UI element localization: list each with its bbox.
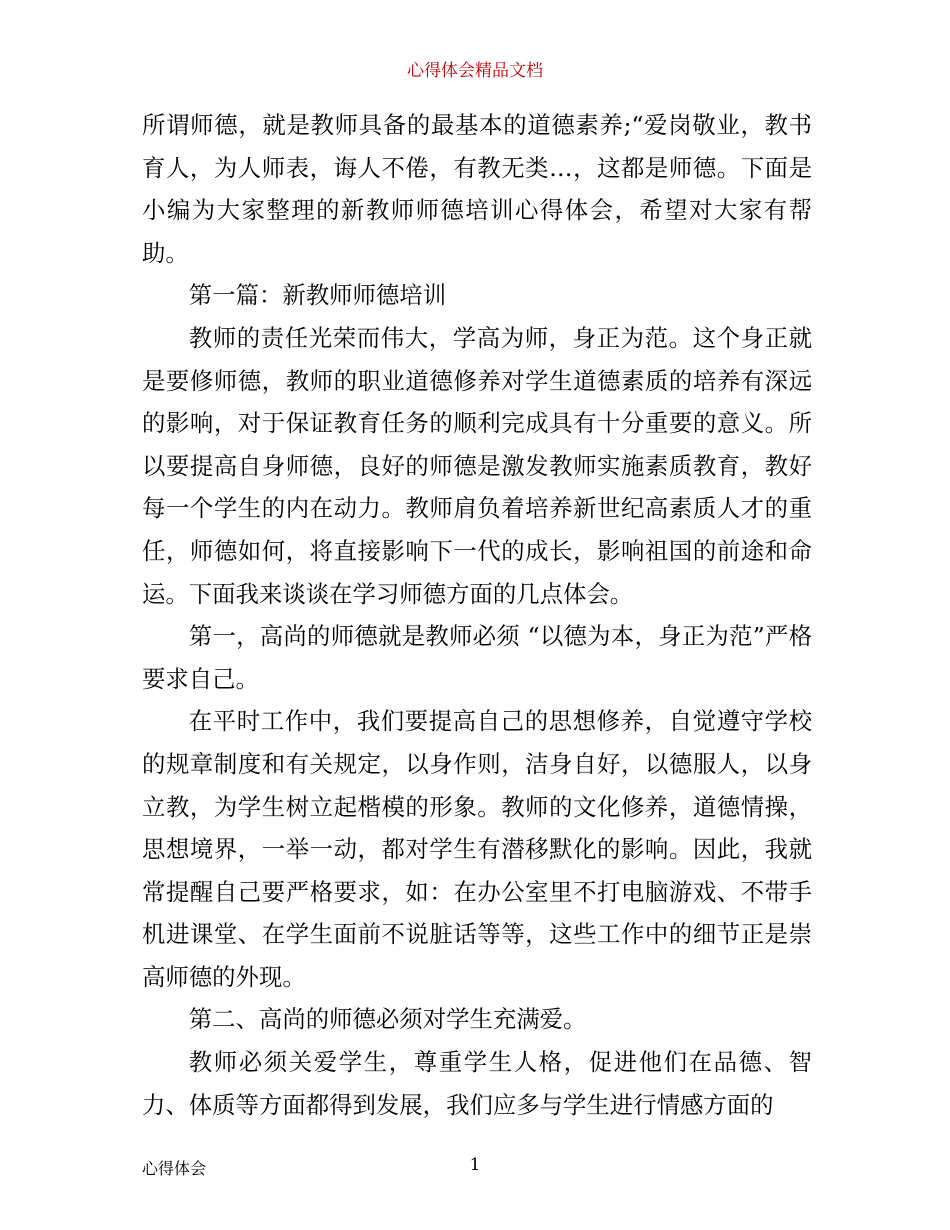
page-number: 1	[469, 1155, 481, 1175]
subheading-point-2: 第二、高尚的师德必须对学生充满爱。	[188, 1005, 587, 1034]
footer-label: 心得体会	[142, 1159, 207, 1178]
document-body	[142, 104, 812, 1126]
paragraph: 在平时工作中，我们要提高自己的思想修养，自觉遵守学校的规章制度和有关规定，以身作则，洁身自好，以德服人，以身立教，为学生树立起楷模的形象。教师的文化修养，道德情操，思想境界，一举一动，都对学生有潜移默化的影响。因此，我就常提醒自己要严格要求，如：在办公室里不打电脑游戏、不带手机进课堂、在学生面前不说脏话等等，这些工作中的细节正是崇高师德的外现。	[142, 707, 812, 991]
section-heading-1: 第一篇：新教师师德培训	[188, 281, 447, 310]
paragraph: 教师必须关爱学生，尊重学生人格，促进他们在品德、智力、体质等方面都得到发展，我们应多与学生进行情感方面的	[142, 1048, 812, 1119]
paragraph: 教师的责任光荣而伟大，学高为师，身正为范。这个身正就是要修师德，教师的职业道德修养对学生道德素质的培养有深远的影响，对于保证教育任务的顺利完成具有十分重要的意义。所以要提高自身师德，良好的师德是激发教师实施素质教育，教好每一个学生的内在动力。教师肩负着培养新世纪高素质人才的重任，师德如何，将直接影响下一代的成长，影响祖国的前途和命运。下面我来谈谈在学习师德方面的几点体会。	[142, 323, 812, 608]
paragraph-intro: 所谓师德，就是教师具备的最基本的道德素养;“爱岗敬业，教书育人，为人师表，诲人不倦，有教无类…，这都是师德。下面是小编为大家整理的新教师师德培训心得体会，希望对大家有帮助。	[142, 111, 812, 267]
subheading-point-1: 第一，高尚的师德就是教师必须 “以德为本，身正为范”严格要求自己。	[142, 622, 812, 693]
page-header-title: 心得体会精品文档	[407, 61, 543, 81]
